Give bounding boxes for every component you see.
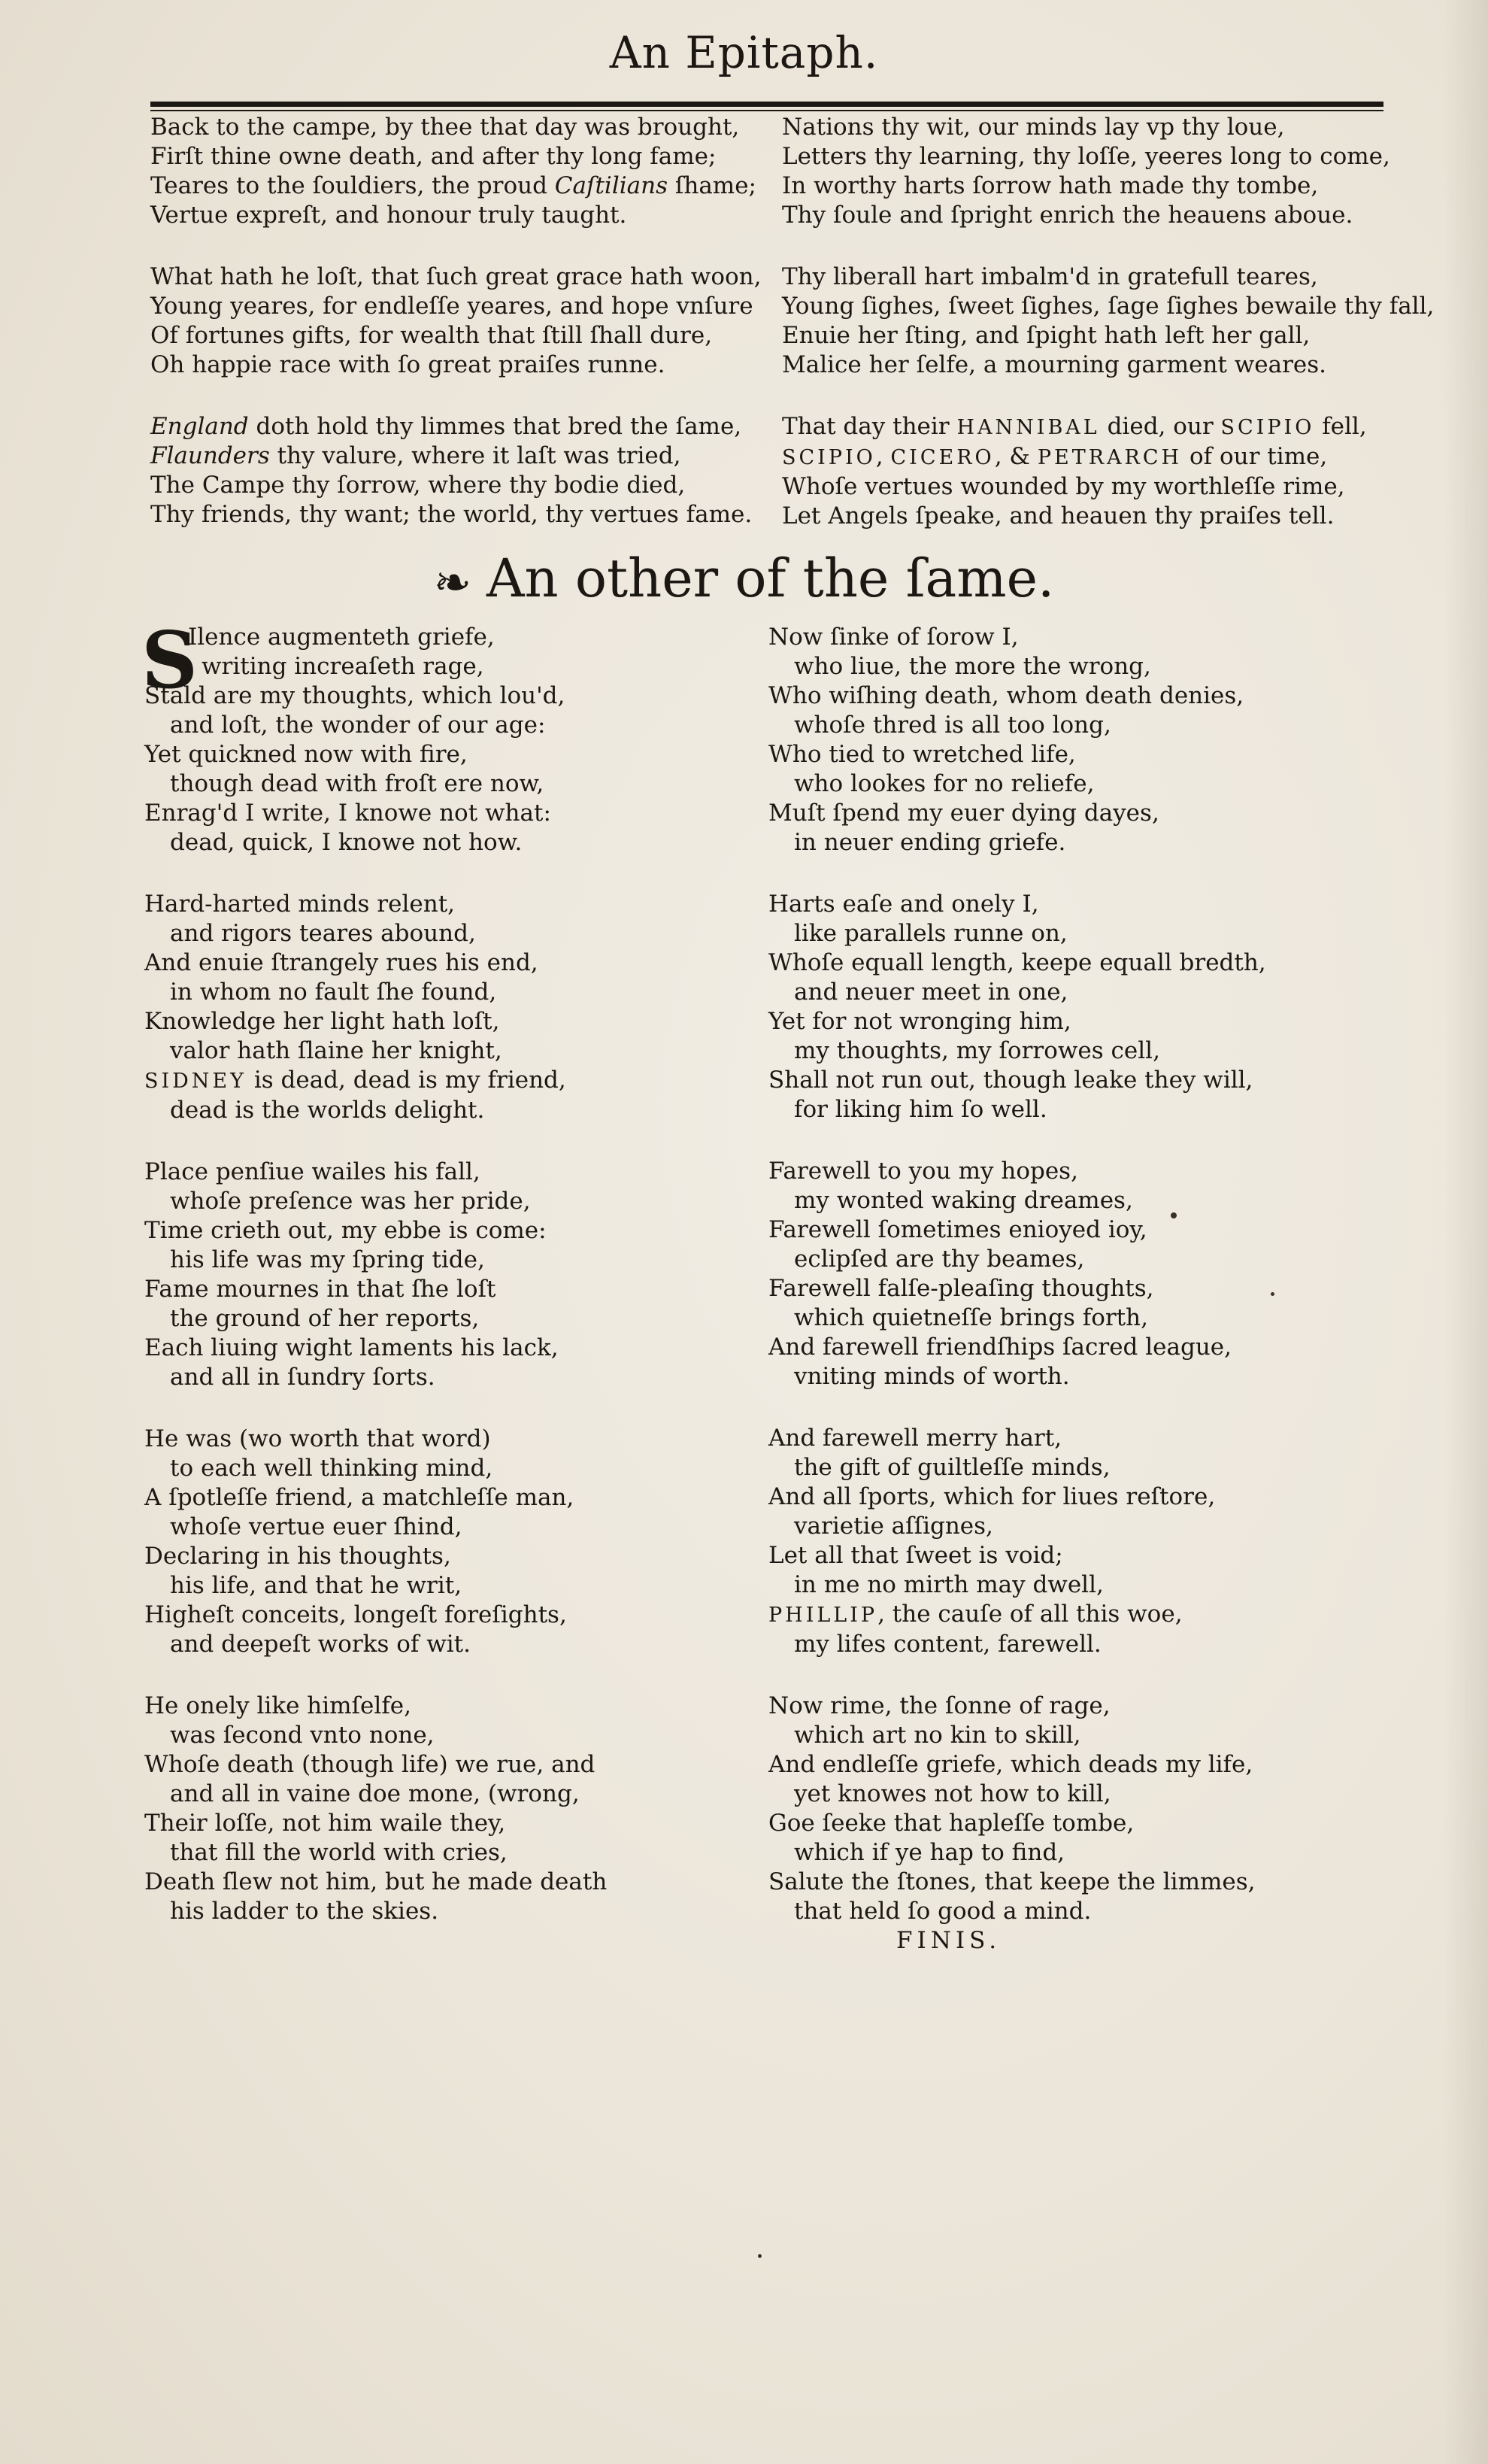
verse-line: Whoſe vertues wounded by my worthleſſe rime, — [782, 473, 1345, 500]
ink-speck — [758, 2254, 762, 2258]
stanza — [768, 890, 1370, 1124]
verse-line: What hath he loſt, that ſuch great grace hath woon, — [150, 263, 762, 290]
verse-line: which art no kin to skill, — [794, 1722, 1081, 1749]
verse-line: Muſt ſpend my euer dying dayes, — [768, 800, 1159, 827]
section-title-text: An other of the ſame. — [486, 548, 1055, 609]
ink-speck — [1171, 1212, 1177, 1218]
verse-line: that fill the world with cries, — [170, 1839, 508, 1866]
verse-line: vniting minds of worth. — [794, 1363, 1070, 1390]
verse-line: and all in ſundry ſorts. — [170, 1364, 435, 1391]
verse-line: PHILLIP, the cauſe of all this woe, — [768, 1601, 1183, 1628]
verse-line: my thoughts, my ſorrowes cell, — [794, 1037, 1160, 1064]
poem-left-column — [141, 614, 746, 1959]
verse-line: eclipſed are thy beames, — [794, 1246, 1085, 1273]
verse-line: dead, quick, I knowe not how. — [170, 829, 523, 856]
verse-line: Declaring in his thoughts, — [144, 1543, 451, 1570]
stanza — [144, 1158, 746, 1392]
verse-line: Letters thy learning, thy loſſe, yeeres long to come, — [782, 143, 1390, 170]
verse-line: Knowledge her light hath loſt, — [144, 1008, 500, 1035]
verse-line: my lifes content, farewell. — [794, 1631, 1102, 1658]
verse-line: A ſpotleſſe friend, a matchleſſe man, — [144, 1484, 574, 1511]
verse-line: the gift of guiltleſſe minds, — [794, 1454, 1111, 1481]
drop-cap-letter: S — [141, 614, 199, 706]
finis-label: FINIS. — [896, 1927, 1002, 1954]
verse-line: was ſecond vnto none, — [170, 1722, 435, 1749]
verse-line: Farewell falſe-pleaſing thoughts, — [768, 1275, 1154, 1302]
verse-line: Farewell ſometimes enioyed ioy, — [768, 1216, 1147, 1243]
verse-line: Hard-harted minds relent, — [144, 891, 456, 918]
verse-line: Flaunders thy valure, where it laſt was tried, — [150, 442, 681, 469]
section-title — [0, 548, 1488, 609]
verse-line: like parallels runne on, — [794, 920, 1068, 947]
verse-line: That day their HANNIBAL died, our SCIPIO fell, — [782, 413, 1367, 440]
verse-line: Vertue expreſt, and honour truly taught. — [150, 202, 627, 229]
verse-line: Higheſt conceits, longeſt foreſights, — [144, 1601, 567, 1628]
verse-line: Teares to the ſouldiers, the proud Caſtilians ſhame; — [150, 172, 756, 199]
verse-line: varietie aſſignes, — [794, 1513, 993, 1540]
verse-line: Now ſinke of ſorow I, — [768, 624, 1019, 651]
verse-line: Goe ſeeke that hapleſſe tombe, — [768, 1810, 1135, 1837]
verse-line: in neuer ending griefe. — [794, 829, 1066, 856]
verse-line: his life, and that he writ, — [170, 1572, 462, 1599]
verse-line: dead is the worlds delight. — [170, 1097, 485, 1124]
page-title: An Epitaph. — [609, 27, 879, 78]
verse-line: writing increaſeth rage, — [202, 653, 484, 680]
stanza — [782, 113, 1399, 230]
verse-line: and loſt, the wonder of our age: — [170, 712, 546, 739]
verse-line: and deepeſt works of wit. — [170, 1631, 471, 1658]
header-rule-thin — [150, 110, 1383, 111]
verse-line: Whoſe equall length, keepe equall bredth, — [768, 949, 1266, 976]
verse-line: Yet for not wronging him, — [768, 1008, 1071, 1035]
verse-line: Young yeares, for endleſſe yeares, and hope vnſure — [150, 293, 753, 320]
verse-line: Thy ſoule and ſpright enrich the heauens aboue. — [782, 202, 1353, 229]
verse-line: though dead with froſt ere now, — [170, 770, 544, 797]
verse-line: Harts eaſe and onely I, — [768, 891, 1039, 918]
verse-line: his ladder to the skies. — [170, 1898, 439, 1925]
verse-line: and all in vaine doe mone, (wrong, — [170, 1780, 580, 1807]
verse-line: SIDNEY is dead, dead is my friend, — [144, 1067, 566, 1094]
verse-line: which if ye hap to find, — [794, 1839, 1065, 1866]
verse-line: that held ſo good a mind. — [794, 1898, 1092, 1925]
verse-line: Stald are my thoughts, which lou'd, — [144, 682, 565, 709]
stanza — [144, 1425, 746, 1659]
verse-line: Oh happie race with ſo great praiſes runne. — [150, 351, 665, 378]
verse-line: Whoſe death (though life) we rue, and — [144, 1751, 596, 1778]
verse-line: valor hath ſlaine her knight, — [170, 1037, 502, 1064]
epitaph-right-column — [782, 113, 1435, 563]
verse-line: whoſe thred is all too long, — [794, 712, 1111, 739]
verse-line: Ilence augmenteth griefe, — [188, 624, 495, 651]
verse-line: Who tied to wretched life, — [768, 741, 1076, 768]
stanza — [782, 262, 1435, 380]
fleuron-icon: ❧ — [433, 557, 471, 609]
stanza — [150, 113, 767, 230]
header-rule — [150, 102, 1383, 107]
stanza — [768, 1157, 1370, 1391]
verse-line: for liking him ſo well. — [794, 1096, 1047, 1123]
verse-line: And endleſſe griefe, which deads my life, — [768, 1751, 1253, 1778]
verse-line: England doth hold thy limmes that bred the ſame, — [150, 413, 742, 440]
verse-line: Death ſlew not him, but he made death — [144, 1868, 608, 1895]
verse-line: And farewell friendſhips ſacred league, — [768, 1334, 1232, 1361]
stanza — [782, 412, 1399, 531]
verse-line: Farewell to you my hopes, — [768, 1158, 1078, 1185]
verse-line: Let Angels ſpeake, and heauen thy praiſes tell. — [782, 502, 1335, 530]
verse-line: Salute the ſtones, that keepe the limmes, — [768, 1868, 1256, 1895]
verse-line: And farewell merry hart, — [768, 1425, 1062, 1452]
verse-line: Thy friends, thy want; the world, thy vertues fame. — [150, 501, 753, 528]
verse-line: Place penſiue wailes his fall, — [144, 1158, 480, 1185]
verse-line: the ground of her reports, — [170, 1305, 480, 1332]
stanza — [768, 1692, 1370, 1926]
verse-line: In worthy harts ſorrow hath made thy tombe, — [782, 172, 1319, 199]
verse-line: his life was my ſpring tide, — [170, 1246, 485, 1273]
verse-line: who liue, the more the wrong, — [794, 653, 1151, 680]
stanza — [150, 412, 767, 530]
stanza — [144, 1692, 746, 1926]
verse-line: The Campe thy ſorrow, where thy bodie died, — [150, 472, 686, 499]
verse-line: whoſe preſence was her pride, — [170, 1188, 531, 1215]
verse-line: Shall not run out, though leake they will, — [768, 1067, 1253, 1094]
verse-line: Time crieth out, my ebbe is come: — [144, 1217, 547, 1244]
stanza — [768, 623, 1370, 857]
stanza — [768, 1424, 1370, 1659]
verse-line: my wonted waking dreames, — [794, 1187, 1133, 1214]
verse-line: in me no mirth may dwell, — [794, 1571, 1104, 1598]
verse-line: and rigors teares abound, — [170, 920, 476, 947]
stanza — [144, 890, 746, 1125]
verse-line: who lookes for no reliefe, — [794, 770, 1095, 797]
verse-line: Who wiſhing death, whom death denies, — [768, 682, 1244, 709]
verse-line: And all ſports, which for liues reſtore, — [768, 1483, 1216, 1510]
verse-line: Enrag'd I write, I knowe not what: — [144, 800, 551, 827]
stanza — [144, 623, 746, 857]
verse-line: whoſe vertue euer ſhind, — [170, 1513, 462, 1540]
epitaph-left-column — [150, 113, 767, 562]
verse-line: Of fortunes gifts, for wealth that ſtill ſhall dure, — [150, 322, 713, 349]
verse-line: Thy liberall hart imbalm'd in gratefull teares, — [782, 263, 1318, 290]
verse-line: Now rime, the ſonne of rage, — [768, 1692, 1111, 1719]
verse-line: Yet quickned now with fire, — [144, 741, 468, 768]
verse-line: to each well thinking mind, — [170, 1455, 493, 1482]
verse-line: Young ſighes, ſweet ſighes, ſage ſighes bewaile thy fall, — [782, 293, 1435, 320]
verse-line: Back to the campe, by thee that day was brought, — [150, 114, 740, 141]
verse-line: Let all that ſweet is void; — [768, 1542, 1063, 1569]
verse-line: Enuie her ſting, and ſpight hath left her gall, — [782, 322, 1311, 349]
verse-line: And enuie ſtrangely rues his end, — [144, 949, 538, 976]
verse-line: Fame mournes in that ſhe loſt — [144, 1276, 496, 1303]
verse-line: Nations thy wit, our minds lay vp thy loue, — [782, 114, 1285, 141]
verse-line: which quietneſſe brings forth, — [794, 1304, 1148, 1331]
verse-line: Each liuing wight laments his lack, — [144, 1334, 559, 1361]
stanza — [150, 262, 767, 380]
verse-line: Malice her ſelfe, a mourning garment weares. — [782, 351, 1327, 378]
verse-line: Firſt thine owne death, and after thy long fame; — [150, 143, 717, 170]
verse-line: SCIPIO, CICERO, & PETRARCH of our time, — [782, 443, 1328, 470]
poem-right-column — [768, 623, 1370, 1956]
ink-speck — [1271, 1292, 1274, 1296]
verse-line: He was (wo worth that word) — [144, 1425, 491, 1452]
verse-line: and neuer meet in one, — [794, 979, 1068, 1006]
verse-line: yet knowes not how to kill, — [794, 1780, 1111, 1807]
verse-line: Their loſſe, not him waile they, — [144, 1810, 506, 1837]
verse-line: He onely like himſelfe, — [144, 1692, 411, 1719]
page-gutter-shadow — [1443, 0, 1488, 2464]
verse-line: in whom no fault ſhe found, — [170, 979, 497, 1006]
